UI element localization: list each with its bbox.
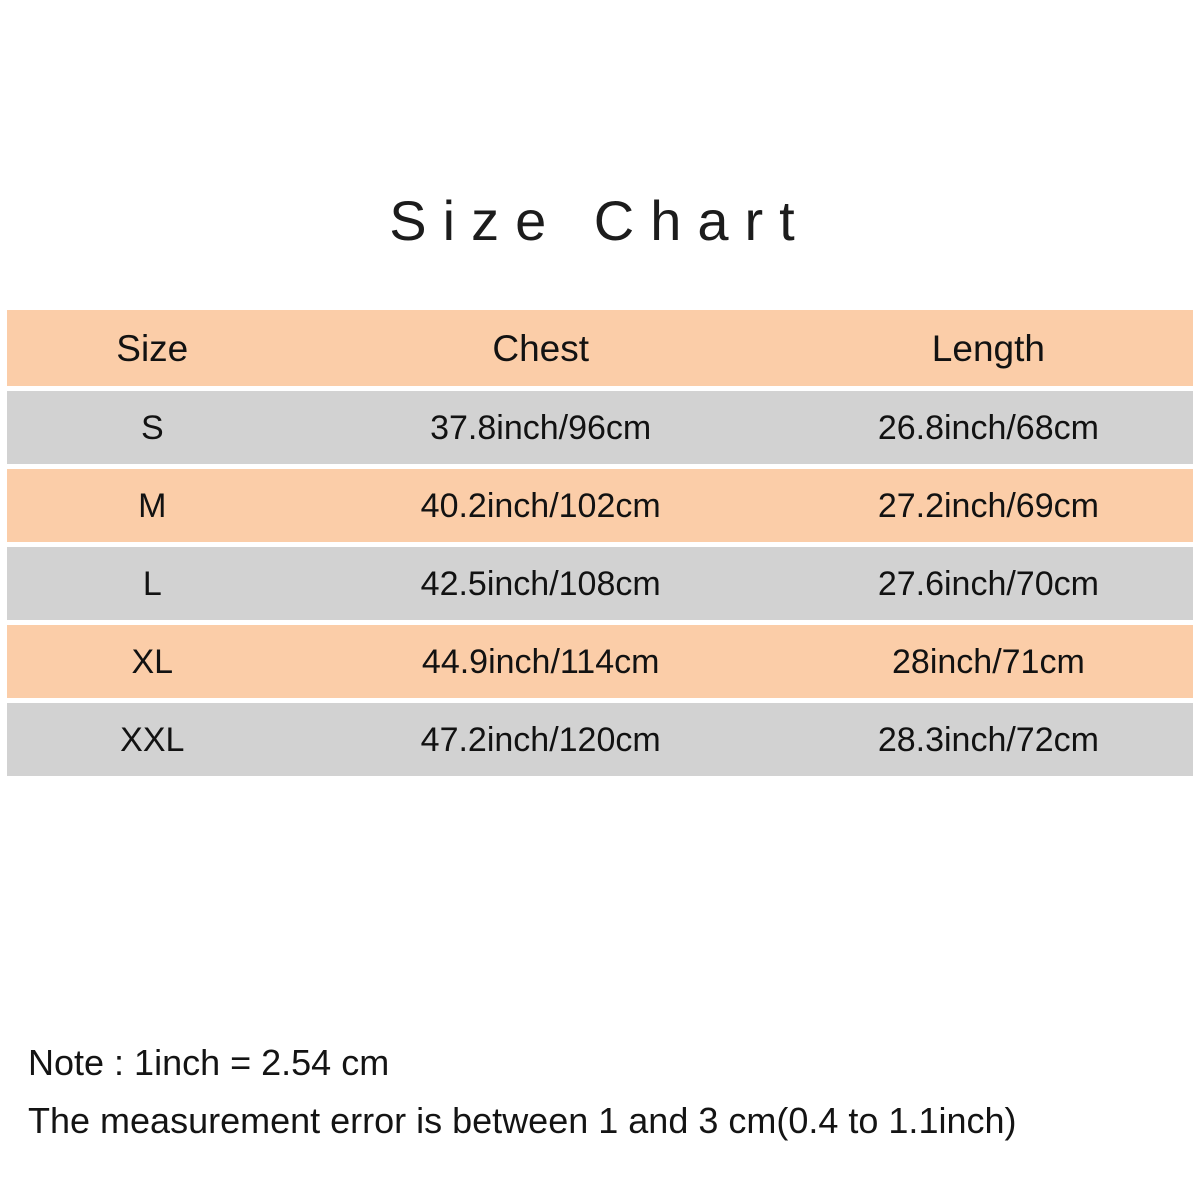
size-value: S [140,408,164,447]
column-header-chest: Chest [492,327,590,369]
length-value: 27.2inch/69cm [877,486,1099,525]
table-row-xxl [7,703,1193,776]
note-measurement-error: The measurement error is between 1 and 3 cm(0.4 to 1.1inch) [28,1100,1017,1141]
size-value: XXL [120,720,185,759]
length-value: 28.3inch/72cm [877,720,1099,759]
size-value: L [142,564,162,603]
length-value: 27.6inch/70cm [877,564,1099,603]
length-value: 28inch/71cm [892,642,1085,681]
table-row-xl [7,625,1193,698]
chest-value: 42.5inch/108cm [420,564,661,603]
chest-value: 37.8inch/96cm [430,408,652,447]
notes-section [28,1042,1017,1158]
table-row-s [7,391,1193,464]
page-title: Size Chart [389,189,811,252]
chest-value: 44.9inch/114cm [421,642,660,681]
note-inch-conversion: Note : 1inch = 2.54 cm [28,1042,390,1083]
size-table [7,310,1193,781]
size-value: M [138,486,167,525]
column-header-length: Length [931,327,1045,369]
table-header-row [7,310,1193,386]
column-header-size: Size [116,327,189,369]
size-value: XL [131,642,174,681]
length-value: 26.8inch/68cm [877,408,1099,447]
table-row-m [7,469,1193,542]
chest-value: 47.2inch/120cm [420,720,661,759]
table-row-l [7,547,1193,620]
chest-value: 40.2inch/102cm [420,486,661,525]
